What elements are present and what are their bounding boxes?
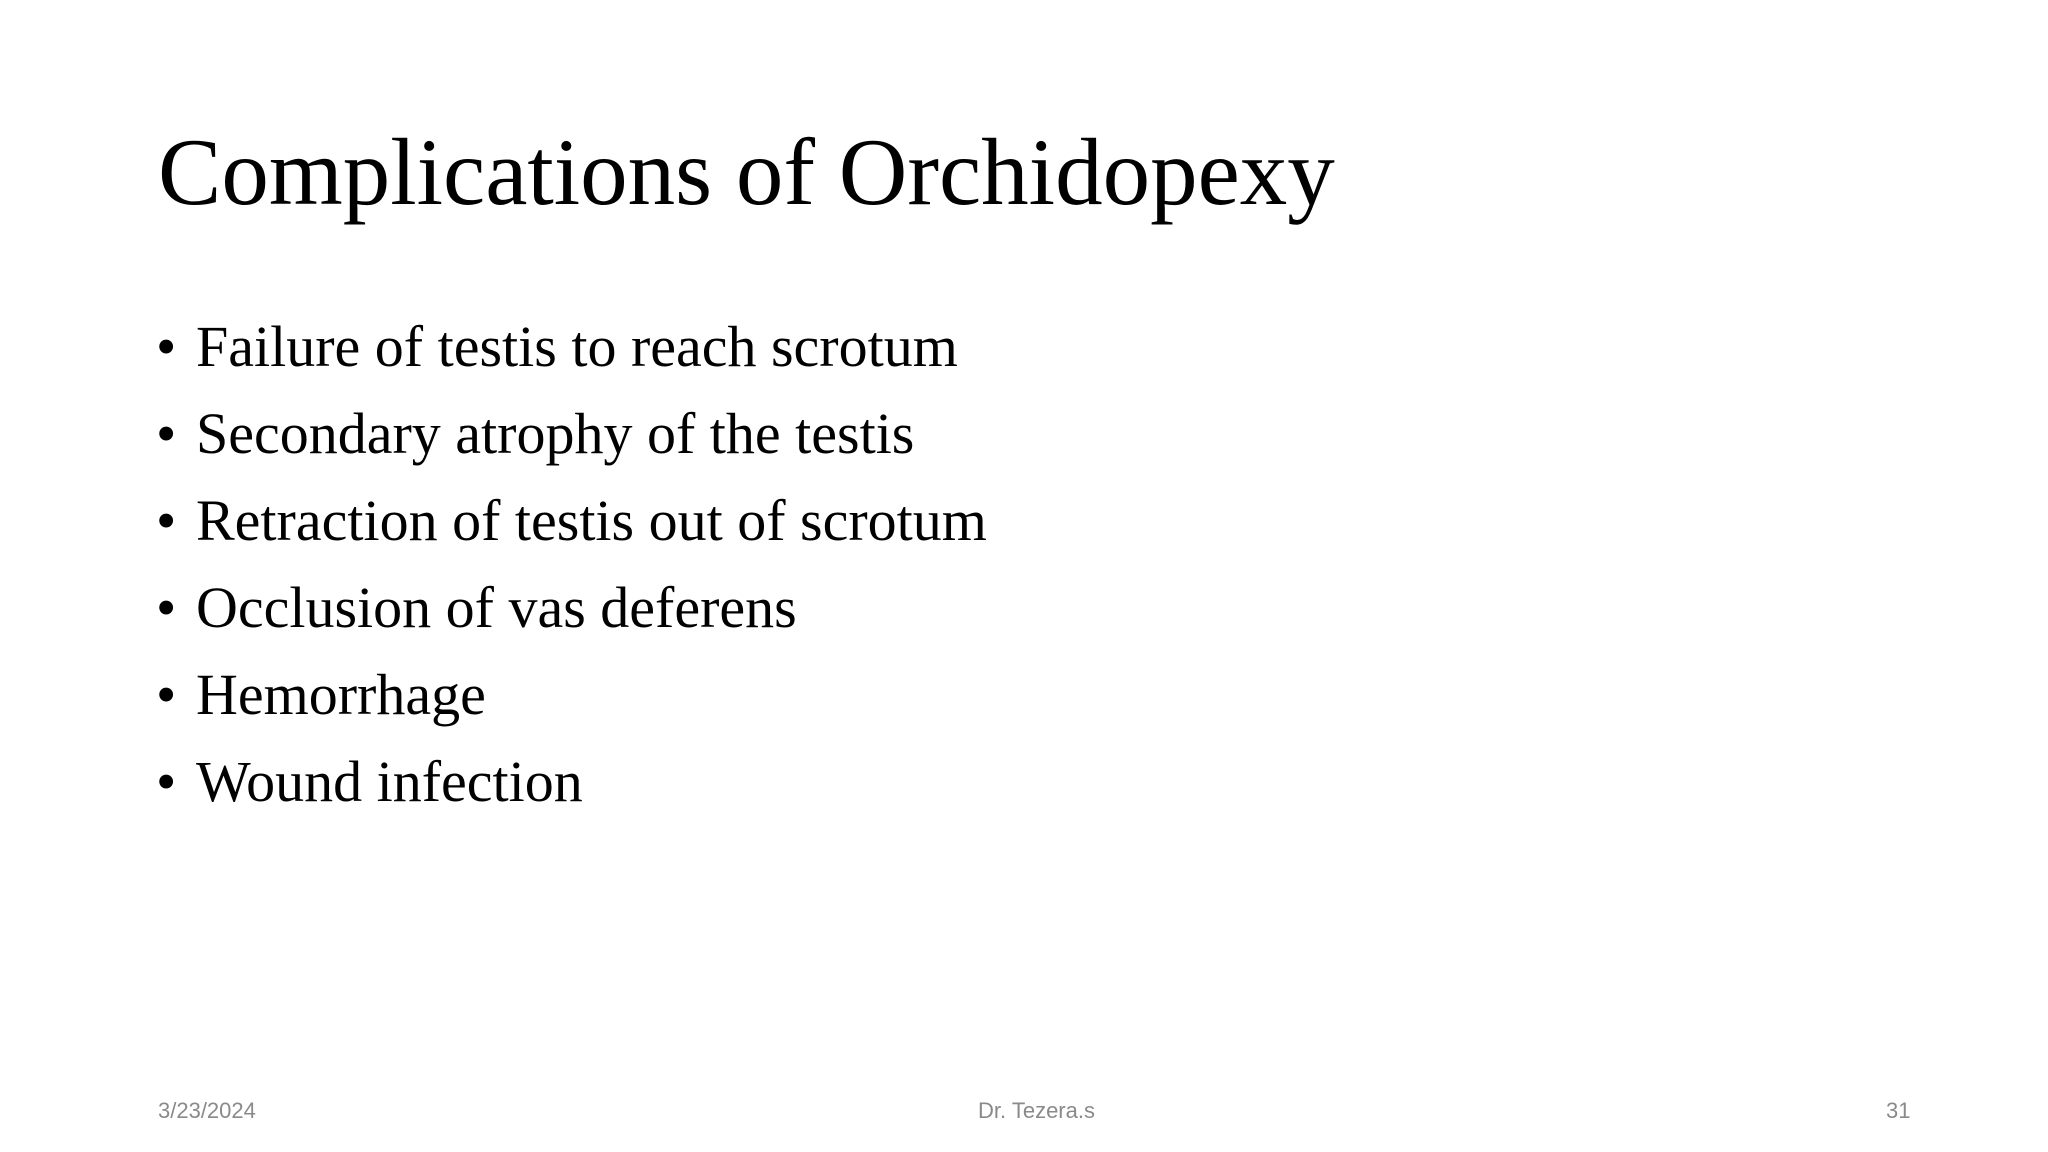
page-number: 31 <box>1886 1098 1911 1123</box>
bullet-icon: • <box>156 749 177 814</box>
bullet-icon: • <box>156 314 177 379</box>
list-item <box>156 660 987 747</box>
bullet-icon: • <box>156 488 177 553</box>
bullet-text: Occlusion of vas deferens <box>196 575 797 640</box>
bullet-icon: • <box>156 662 177 727</box>
bullet-text: Secondary atrophy of the testis <box>196 401 915 466</box>
list-item <box>156 486 987 573</box>
bullet-text: Hemorrhage <box>196 662 486 727</box>
bullet-icon: • <box>156 575 177 640</box>
footer-date: 3/23/2024 <box>158 1098 256 1123</box>
bullet-list <box>156 312 987 834</box>
slide-title: Complications of Orchidopexy <box>158 119 1335 225</box>
footer-author: Dr. Tezera.s <box>978 1098 1095 1123</box>
list-item <box>156 747 987 834</box>
bullet-icon: • <box>156 401 177 466</box>
list-item <box>156 573 987 660</box>
list-item <box>156 399 987 486</box>
bullet-text: Failure of testis to reach scrotum <box>196 314 958 379</box>
bullet-text: Wound infection <box>196 749 583 814</box>
list-item <box>156 312 987 399</box>
bullet-text: Retraction of testis out of scrotum <box>196 488 987 553</box>
